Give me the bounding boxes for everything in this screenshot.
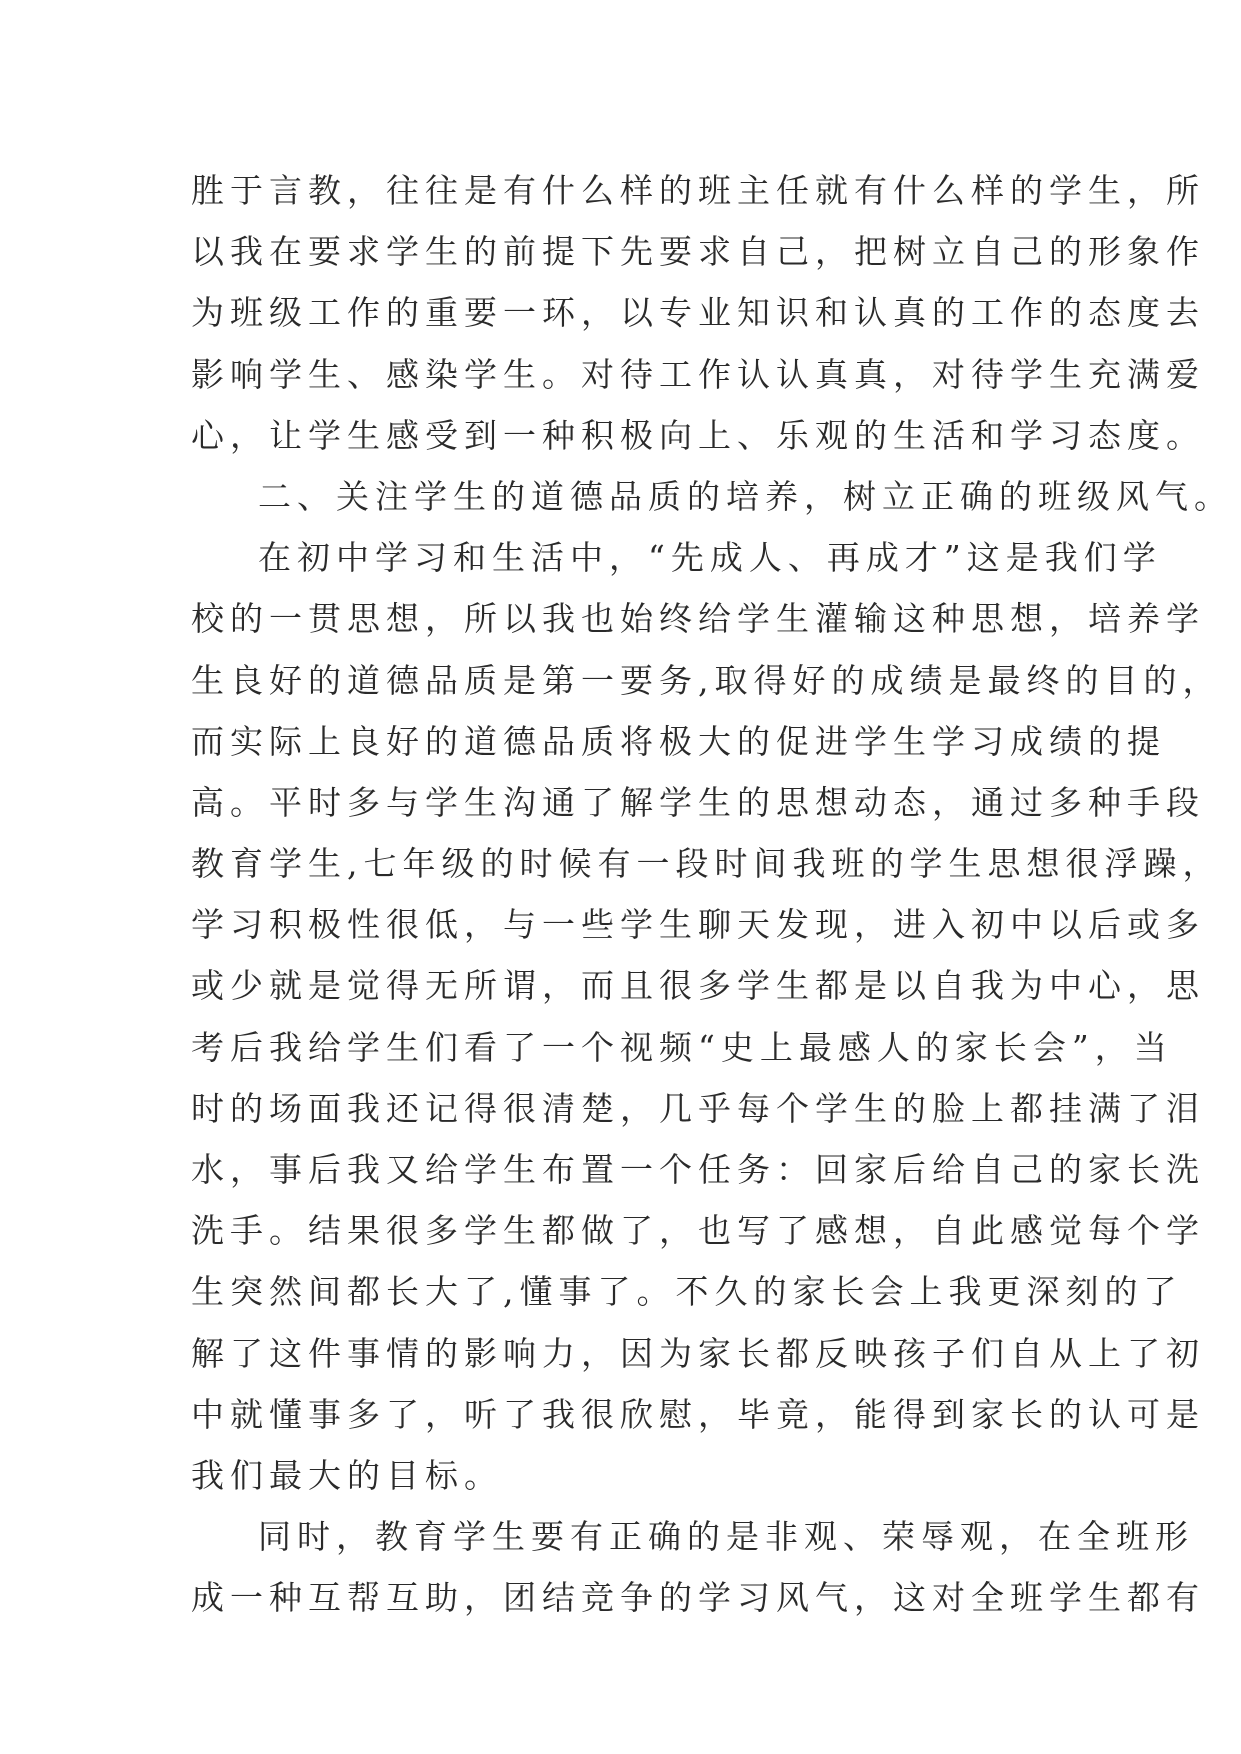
text-line: 水，事后我又给学生布置一个任务：回家后给自己的家长洗 [191,1150,1205,1189]
text-line: 考后我给学生们看了一个视频“史上最感人的家长会”，当 [191,1027,1173,1067]
text-line: 解了这件事情的影响力，因为家长都反映孩子们自从上了初 [191,1333,1205,1373]
text-line: 为班级工作的重要一环，以专业知识和认真的工作的态度去 [191,293,1205,333]
text-line: 而实际上良好的道德品质将极大的促进学生学习成绩的提 [191,721,1166,761]
text-line: 时的场面我还记得很清楚，几乎每个学生的脸上都挂满了泪 [191,1088,1205,1128]
text-line: 影响学生、感染学生。对待工作认认真真，对待学生充满爱 [191,354,1205,394]
section-heading: 二、关注学生的道德品质的培养，树立正确的班级风气。 [258,476,1233,516]
text-line: 校的一贯思想，所以我也始终给学生灌输这种思想，培养学 [191,599,1205,639]
paragraph-first-line: 在初中学习和生活中，“先成人、再成才”这是我们学 [258,538,1162,578]
text-line: 以我在要求学生的前提下先要求自己，把树立自己的形象作 [191,232,1205,272]
text-line: 成一种互帮互助，团结竞争的学习风气，这对全班学生都有 [191,1578,1205,1618]
paragraph-first-line: 同时，教育学生要有正确的是非观、荣辱观，在全班形 [258,1517,1194,1557]
text-line: 生突然间都长大了,懂事了。不久的家长会上我更深刻的了 [191,1272,1183,1312]
text-line: 我们最大的目标。 [191,1455,503,1495]
body-text [191,160,1233,1629]
text-line: 教育学生,七年级的时候有一段时间我班的学生思想很浮躁， [191,844,1222,884]
text-line: 高。平时多与学生沟通了解学生的思想动态，通过多种手段 [191,782,1205,822]
text-line: 心，让学生感受到一种积极向上、乐观的生活和学习态度。 [191,415,1205,455]
text-line: 或少就是觉得无所谓，而且很多学生都是以自我为中心，思 [191,966,1205,1006]
text-line: 生良好的道德品质是第一要务,取得好的成绩是最终的目的， [191,660,1222,700]
text-line: 胜于言教，往往是有什么样的班主任就有什么样的学生，所 [191,171,1205,210]
text-line: 洗手。结果很多学生都做了，也写了感想，自此感觉每个学 [191,1211,1205,1251]
text-line: 中就懂事多了，听了我很欣慰，毕竟，能得到家长的认可是 [191,1394,1205,1434]
text-line: 学习积极性很低，与一些学生聊天发现，进入初中以后或多 [191,905,1205,945]
